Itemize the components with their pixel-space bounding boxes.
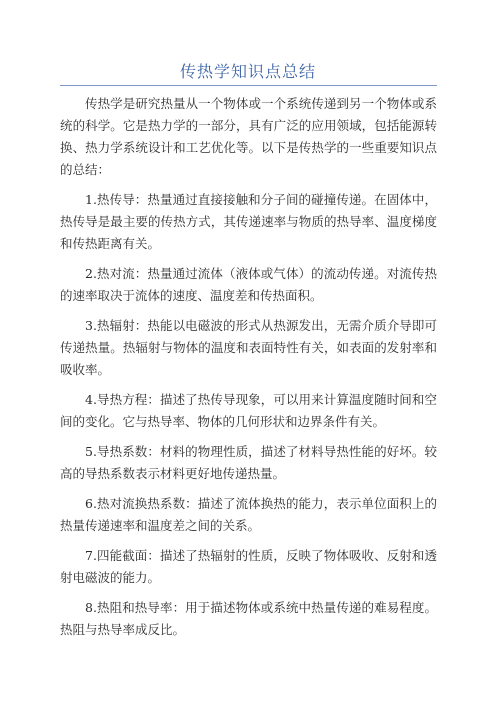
- title-divider: [60, 85, 437, 86]
- intro-paragraph: 传热学是研究热量从一个物体或一个系统传递到另一个物体或系统的科学。它是热力学的一部分，具有广泛的应用领域，包括能源转换、热力学系统设计和工艺优化等。以下是传热学的一些重要知识点的总结：: [60, 96, 437, 177]
- point-thermal-resistance: 8.热阻和热导率：用于描述物体或系统中热量传递的难易程度。热阻与热导率成反比。: [60, 600, 437, 637]
- page-title: 传热学知识点总结: [179, 62, 316, 81]
- point-thermal-conductivity: 5.导热系数：材料的物理性质，描述了材料导热性能的好坏。较高的导热系数表示材料更好地传递热量。: [60, 444, 437, 481]
- point-convection-coefficient: 6.热对流换热系数：描述了流体换热的能力，表示单位面积上的热量传递速率和温度差之间的关系。: [60, 496, 437, 533]
- point-radiation-cross-section: 7.四能截面：描述了热辐射的性质，反映了物体吸收、反射和透射电磁波的能力。: [60, 548, 437, 585]
- point-heat-radiation: 3.热辐射：热能以电磁波的形式从热源发出，无需介质介导即可传递热量。热辐射与物体的温度和表面特性有关，如表面的发射率和吸收率。: [60, 318, 437, 377]
- document-body: [60, 93, 437, 649]
- point-heat-convection: 2.热对流：热量通过流体（液体或气体）的流动传递。对流传热的速率取决于流体的速度、温度差和传热面积。: [60, 266, 437, 303]
- point-heat-conduction: 1.热传导：热量通过直接接触和分子间的碰撞传递。在固体中，热传导是最主要的传热方式，其传递速率与物质的热导率、温度梯度和传热距离有关。: [60, 192, 437, 251]
- point-heat-equation: 4.导热方程：描述了热传导现象，可以用来计算温度随时间和空间的变化。它与热导率、物体的几何形状和边界条件有关。: [60, 392, 437, 429]
